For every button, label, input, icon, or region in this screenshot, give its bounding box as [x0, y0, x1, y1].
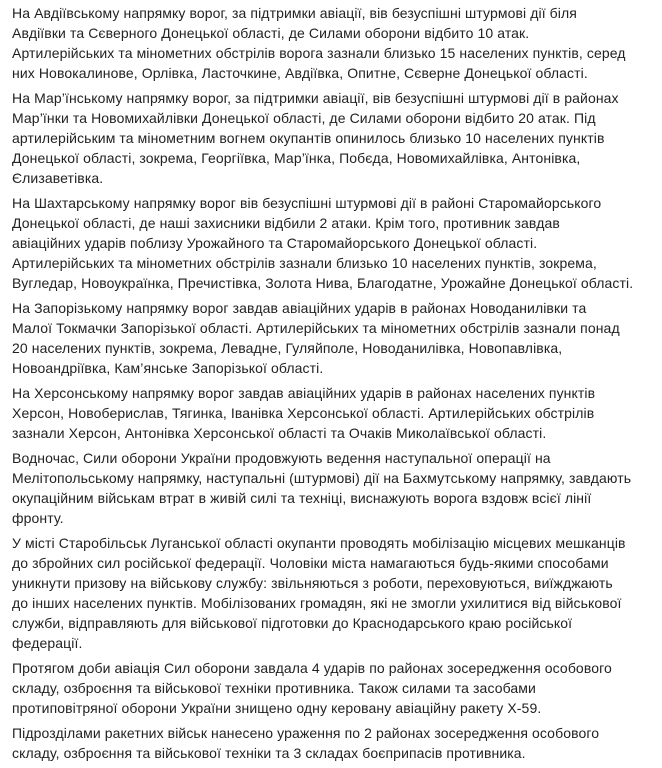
report-text-line: Протягом доби авіація Сил оборони завдала 4 ударів по районах зосередження особового	[12, 660, 612, 676]
report-text-line: Малої Токмачки Запорізької області. Артилерійських та мінометних обстрілів зазнали понад	[12, 320, 620, 336]
report-text-line: до інших населених пунктів. Мобілізованих громадян, які не змогли ухилитися від військової	[12, 595, 622, 611]
report-text-line: них Новокалинове, Орлівка, Ласточкине, Авдіївка, Опитне, Сєверне Донецької області.	[12, 65, 588, 81]
report-text-line: Артилерійських та мінометних обстрілів ворога зазнали близько 15 населених пунктів, серед	[12, 45, 626, 61]
report-paragraph	[12, 383, 652, 443]
report-text-line: складу, озброєння та військової техніки та 3 складах боєприпасів противника.	[12, 745, 526, 761]
report-text-line: уникнути призову на військову службу: звільняються з роботи, переховуються, виїжджають	[12, 575, 613, 591]
report-text-line: На Запорізькому напрямку ворог завдав авіаційних ударів в районах Новоданилівки та	[12, 300, 587, 316]
report-text-line: зазнали Херсон, Антонівка Херсонської області та Очаків Миколаївської області.	[12, 425, 547, 441]
report-paragraph	[12, 88, 652, 188]
report-paragraph	[12, 658, 652, 718]
report-text-line: Новоандріївка, Кам’янське Запорізької області.	[12, 360, 324, 376]
report-text-line: Донецької області, де наші захисники відбили 2 атаки. Крім того, противник завдав	[12, 215, 560, 231]
report-text-line: Єлизаветівка.	[12, 170, 104, 186]
report-paragraph	[12, 723, 652, 763]
report-text-line: Мелітопольському напрямку, наступальні (штурмові) дії на Бахмутському напрямку, завдають	[12, 470, 632, 486]
report-text-line: Херсон, Новоберислав, Тягинка, Іванівка Херсонської області. Артилерійських обстрілів	[12, 405, 595, 421]
report-text-line: На Шахтарському напрямку ворог вів безуспішні штурмові дії в районі Старомайорського	[12, 195, 602, 211]
report-text-line: Авдіївки та Сєверного Донецької області, де Силами оборони відбито 10 атак.	[12, 25, 530, 41]
report-paragraph	[12, 298, 652, 378]
report-text-line: На Херсонському напрямку ворог завдав авіаційних ударів в районах населених пунктів	[12, 385, 596, 401]
report-text-line: 20 населених пунктів, зокрема, Левадне, Гуляйполе, Новоданилівка, Новопавлівка,	[12, 340, 563, 356]
report-text-line: до збройних сил російської федерації. Чоловіки міста намагаються будь-якими способами	[12, 555, 609, 571]
report-paragraph	[12, 448, 652, 528]
report-text-line: фронту.	[12, 510, 64, 526]
report-text-line: На Авдіївському напрямку ворог, за підтримки авіації, вів безуспішні штурмові дії біля	[12, 5, 577, 21]
report-text-line: служби, відправляють для військової підготовки до Краснодарського краю російської	[12, 615, 573, 631]
report-paragraph	[12, 193, 652, 293]
report-text-line: федерації.	[12, 635, 83, 651]
report-text-line: авіаційних ударів поблизу Урожайного та Старомайорського Донецької області.	[12, 235, 538, 251]
report-text-line: Мар’їнки та Новомихайлівки Донецької області, де Силами оборони відбито 20 атак. Під	[12, 110, 596, 126]
report-paragraph	[12, 533, 652, 653]
report-text-line: протиповітряної оборони України знищено одну керовану авіаційну ракету Х-59.	[12, 700, 542, 716]
report-text-line: окупаційним військам втрат в живій силі та техніці, виснажують ворога вздовж всієї лінії	[12, 490, 592, 506]
report-text-line: Артилерійських та мінометних обстрілів зазнали близько 10 населених пунктів, зокрема,	[12, 255, 597, 271]
report-paragraph	[12, 3, 652, 83]
report-text-line: Підрозділами ракетних військ нанесено ураження по 2 районах зосередження особового	[12, 725, 600, 741]
report-text-line: складу, озброєння та військової техніки противника. Також силами та засобами	[12, 680, 536, 696]
report-text-line: На Мар’їнському напрямку ворог, за підтримки авіації, вів безуспішні штурмові дії в районах	[12, 90, 619, 106]
report-text-line: Водночас, Сили оборони України продовжують ведення наступальної операції на	[12, 450, 551, 466]
report-text-line: Донецької області, зокрема, Георгіївка, Мар’їнка, Побєда, Новомихайлівка, Антонівка,	[12, 150, 581, 166]
report-text-line: У місті Старобільськ Луганської області окупанти проводять мобілізацію місцевих мешканців	[12, 535, 626, 551]
report-text-line: артилерійським та мінометним вогнем окупантів опинилось близько 10 населених пунктів	[12, 130, 605, 146]
report-text-line: Вугледар, Новоукраїнка, Пречистівка, Золота Нива, Благодатне, Урожайне Донецької області.	[12, 275, 634, 291]
